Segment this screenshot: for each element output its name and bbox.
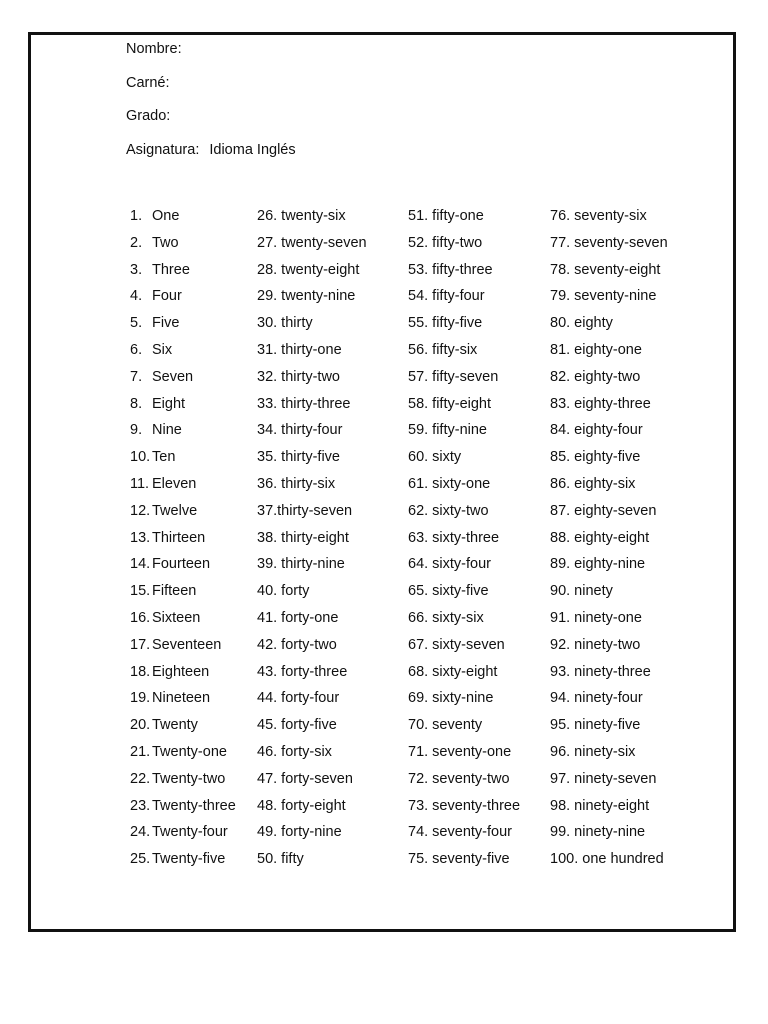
list-item: 31. thirty-one: [257, 341, 342, 358]
list-item: 30. thirty: [257, 315, 313, 332]
list-item: [130, 554, 236, 581]
list-item: 66. sixty-six: [408, 609, 484, 626]
item-word: Fifteen: [152, 583, 197, 600]
list-item: 46. forty-six: [257, 743, 332, 760]
list-item: 82. eighty-two: [550, 368, 641, 385]
numbers-column-3: [408, 206, 520, 876]
list-item: 77. seventy-seven: [550, 234, 668, 251]
item-word: Seven: [152, 368, 194, 385]
list-item: 34. thirty-four: [257, 422, 343, 439]
list-item: [130, 662, 236, 689]
list-item: [130, 528, 236, 555]
item-number: 7.: [130, 368, 143, 385]
item-number: 11.: [130, 475, 150, 492]
list-item: 68. sixty-eight: [408, 663, 498, 680]
list-item: [130, 474, 236, 501]
list-item: 81. eighty-one: [550, 341, 642, 358]
item-number: 13.: [130, 529, 151, 546]
item-number: 21.: [130, 743, 151, 760]
list-item: 70. seventy: [408, 717, 483, 734]
name-label: Nombre:: [126, 41, 182, 57]
item-number: 2.: [130, 234, 143, 251]
list-item: [130, 394, 236, 421]
list-item: [130, 688, 236, 715]
list-item: 98. ninety-eight: [550, 797, 650, 814]
list-item: 93. ninety-three: [550, 663, 651, 680]
list-item: [130, 340, 236, 367]
list-item: [130, 635, 236, 662]
list-item: [130, 715, 236, 742]
list-item: 60. sixty: [408, 449, 462, 466]
item-number: 15.: [130, 583, 151, 600]
subject-label: Asignatura:: [126, 141, 200, 158]
list-item: 28. twenty-eight: [257, 261, 360, 278]
item-word: Eighteen: [152, 663, 210, 680]
item-number: 9.: [130, 422, 143, 439]
list-item: 52. fifty-two: [408, 234, 483, 251]
item-word: Nine: [152, 422, 182, 439]
list-item: [130, 447, 236, 474]
item-word: Twenty-five: [152, 851, 226, 868]
item-word: Twenty: [152, 717, 198, 734]
item-number: 10.: [130, 449, 151, 466]
item-word: One: [152, 208, 180, 224]
list-item: [130, 608, 236, 635]
item-word: Nineteen: [152, 690, 211, 707]
list-item: 27. twenty-seven: [257, 234, 367, 251]
list-item: 32. thirty-two: [257, 368, 340, 385]
item-number: 14.: [130, 556, 151, 573]
item-number: 25.: [130, 851, 151, 868]
list-item: [130, 286, 236, 313]
list-item: 62. sixty-two: [408, 502, 489, 519]
numbers-column-2: [257, 206, 367, 876]
list-item: 91. ninety-one: [550, 609, 642, 626]
list-item: [130, 420, 236, 447]
list-item: [130, 367, 236, 394]
item-word: Three: [152, 261, 190, 278]
worksheet-page: [28, 32, 736, 932]
list-item: 61. sixty-one: [408, 475, 491, 492]
item-word: Ten: [152, 449, 176, 466]
item-word: Eight: [152, 395, 186, 412]
list-item: [130, 501, 236, 528]
list-item: 64. sixty-four: [408, 556, 491, 573]
item-number: 8.: [130, 395, 143, 412]
item-number: 24.: [130, 824, 151, 841]
list-item: 88. eighty-eight: [550, 529, 650, 546]
item-number: 6.: [130, 341, 143, 358]
list-item: 36. thirty-six: [257, 475, 336, 492]
item-word: Twenty-three: [152, 797, 236, 814]
list-item: [130, 313, 236, 340]
list-item: 37.thirty-seven: [257, 502, 353, 519]
item-word: Four: [152, 288, 182, 305]
list-item: 26. twenty-six: [257, 208, 346, 224]
list-item: 54. fifty-four: [408, 288, 485, 305]
list-item: 67. sixty-seven: [408, 636, 505, 653]
item-number: 18.: [130, 663, 151, 680]
list-item: 86. eighty-six: [550, 475, 636, 492]
list-item: 79. seventy-nine: [550, 288, 657, 305]
list-item: 96. ninety-six: [550, 743, 636, 760]
list-item: 74. seventy-four: [408, 824, 512, 841]
list-item: 84. eighty-four: [550, 422, 643, 439]
list-item: 59. fifty-nine: [408, 422, 487, 439]
item-word: Seventeen: [152, 636, 222, 653]
list-item: 75. seventy-five: [408, 851, 510, 868]
list-item: 45. forty-five: [257, 717, 337, 734]
subject-value: Idioma Inglés: [209, 141, 296, 158]
item-number: 16.: [130, 609, 151, 626]
list-item: 73. seventy-three: [408, 797, 521, 814]
list-item: [130, 260, 236, 287]
list-item: 100. one hundred: [550, 851, 664, 868]
list-item: 53. fifty-three: [408, 261, 493, 278]
list-item: [130, 206, 236, 233]
list-item: 48. forty-eight: [257, 797, 346, 814]
list-item: 47. forty-seven: [257, 770, 353, 787]
list-item: 80. eighty: [550, 315, 613, 332]
list-item: 69. sixty-nine: [408, 690, 494, 707]
list-item: 78. seventy-eight: [550, 261, 661, 278]
item-word: Sixteen: [152, 609, 201, 626]
list-item: [130, 769, 236, 796]
list-item: [130, 233, 236, 260]
list-item: 65. sixty-five: [408, 583, 489, 600]
list-item: 43. forty-three: [257, 663, 348, 680]
list-item: 85. eighty-five: [550, 449, 641, 466]
list-item: 83. eighty-three: [550, 395, 651, 412]
subject-row: [126, 140, 296, 174]
list-item: 90. ninety: [550, 583, 613, 600]
list-item: 51. fifty-one: [408, 208, 484, 224]
item-word: Twenty-four: [152, 824, 228, 841]
numbers-column-4: [550, 206, 668, 876]
list-item: [130, 581, 236, 608]
list-item: 89. eighty-nine: [550, 556, 646, 573]
item-number: 4.: [130, 288, 143, 305]
item-number: 22.: [130, 770, 151, 787]
list-item: 57. fifty-seven: [408, 368, 499, 385]
item-word: Thirteen: [152, 529, 206, 546]
item-number: 17.: [130, 636, 151, 653]
item-word: Twenty-one: [152, 743, 227, 760]
list-item: 92. ninety-two: [550, 636, 641, 653]
item-word: Two: [152, 234, 179, 251]
list-item: [130, 822, 236, 849]
item-number: 12.: [130, 502, 151, 519]
list-item: 33. thirty-three: [257, 395, 351, 412]
item-number: 1.: [130, 208, 143, 224]
list-item: 97. ninety-seven: [550, 770, 657, 787]
item-word: Twelve: [152, 502, 198, 519]
list-item: 39. thirty-nine: [257, 556, 345, 573]
item-number: 3.: [130, 261, 143, 278]
item-word: Six: [152, 341, 173, 358]
list-item: 50. fifty: [257, 851, 304, 868]
item-word: Eleven: [152, 475, 197, 492]
list-item: 40. forty: [257, 583, 310, 600]
list-item: 29. twenty-nine: [257, 288, 356, 305]
list-item: 41. forty-one: [257, 609, 339, 626]
grade-label: Grado:: [126, 108, 171, 124]
item-number: 23.: [130, 797, 151, 814]
list-item: 63. sixty-three: [408, 529, 500, 546]
item-word: Five: [152, 315, 180, 332]
list-item: 38. thirty-eight: [257, 529, 349, 546]
list-item: 58. fifty-eight: [408, 395, 492, 412]
item-word: Fourteen: [152, 556, 211, 573]
list-item: 56. fifty-six: [408, 341, 478, 358]
list-item: 87. eighty-seven: [550, 502, 657, 519]
list-item: 35. thirty-five: [257, 449, 340, 466]
list-item: [130, 742, 236, 769]
list-item: 72. seventy-two: [408, 770, 510, 787]
list-item: 49. forty-nine: [257, 824, 342, 841]
list-item: 42. forty-two: [257, 636, 337, 653]
id-label: Carné:: [126, 74, 170, 91]
item-word: Twenty-two: [152, 770, 226, 787]
list-item: [130, 849, 236, 876]
list-item: 99. ninety-nine: [550, 824, 646, 841]
numbers-column-1: [130, 206, 236, 876]
item-number: 5.: [130, 315, 143, 332]
student-info-header: [126, 39, 296, 173]
list-item: 44. forty-four: [257, 690, 340, 707]
item-number: 20.: [130, 717, 151, 734]
list-item: 76. seventy-six: [550, 208, 647, 224]
list-item: 71. seventy-one: [408, 743, 512, 760]
list-item: [130, 796, 236, 823]
list-item: 95. ninety-five: [550, 717, 641, 734]
item-number: 19.: [130, 690, 151, 707]
list-item: 94. ninety-four: [550, 690, 643, 707]
list-item: 55. fifty-five: [408, 315, 483, 332]
